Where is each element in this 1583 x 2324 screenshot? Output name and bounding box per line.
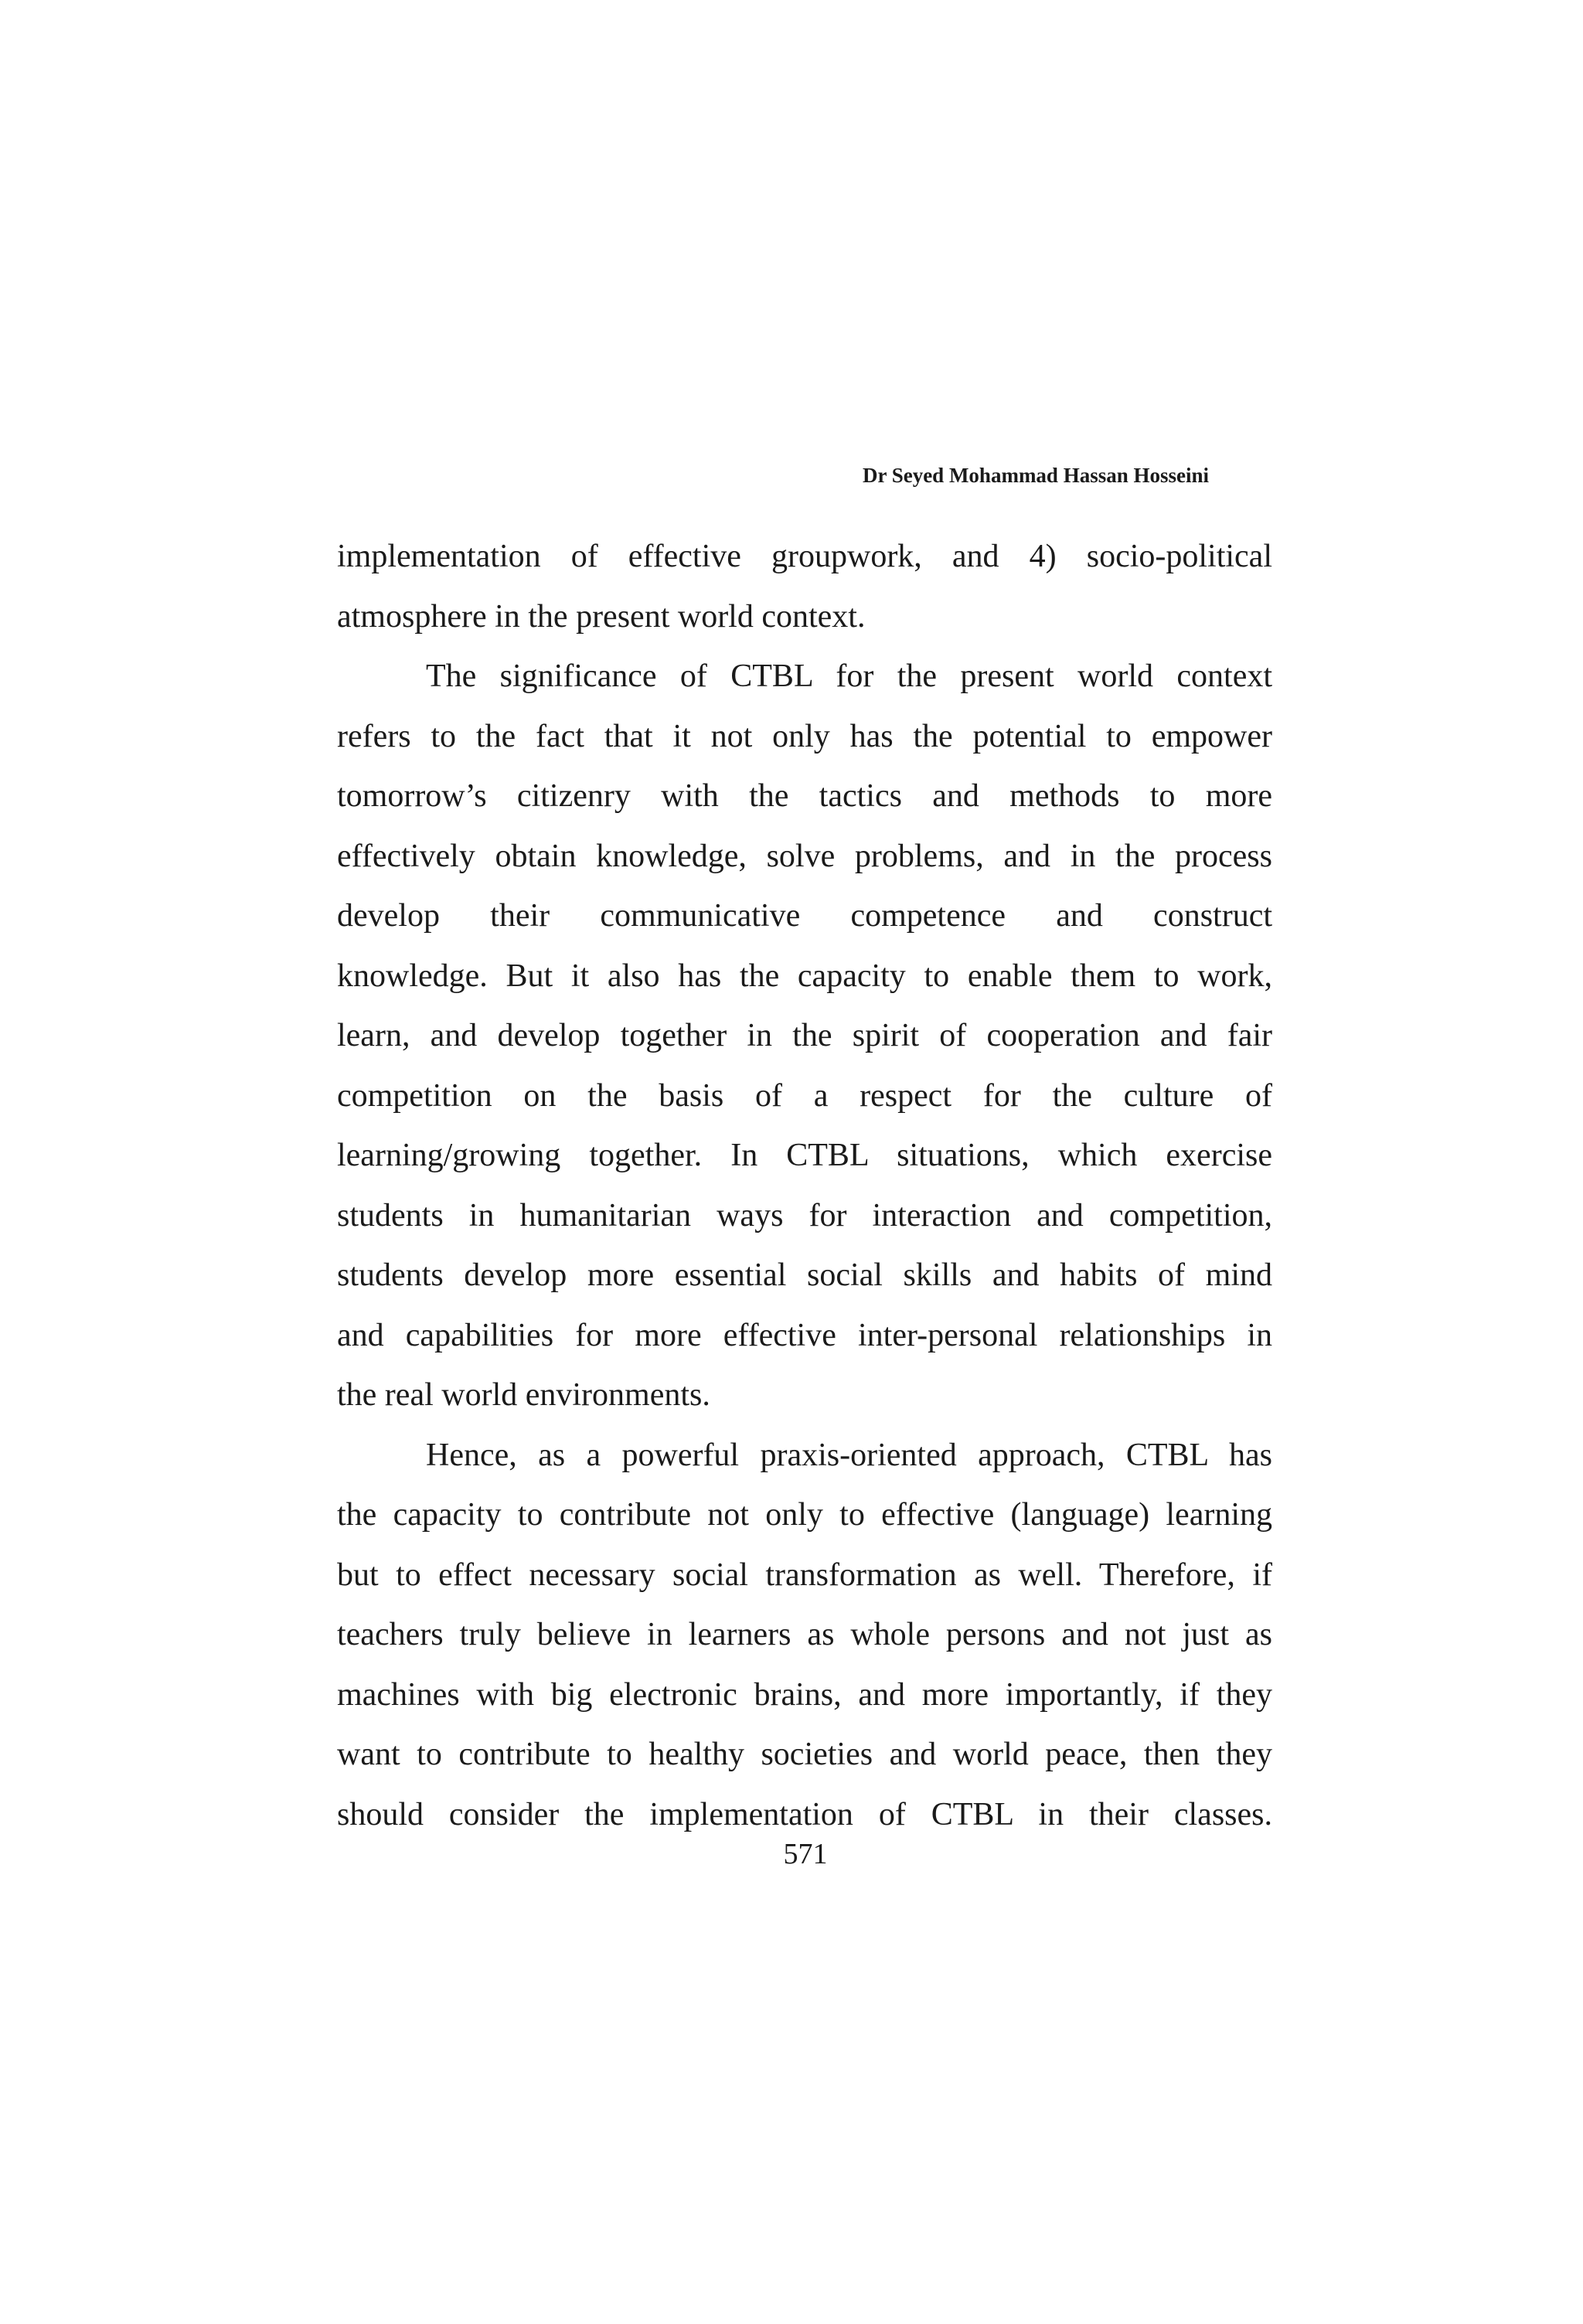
text-line: should consider the implementation of CTBL in their classes. xyxy=(337,1796,1272,1832)
text-line: develop their communicative competence and construct xyxy=(337,898,1272,934)
text-line: competition on the basis of a respect for the culture of xyxy=(337,1077,1272,1114)
text-line: atmosphere in the present world context. xyxy=(337,598,866,635)
page-number: 571 xyxy=(783,1838,828,1870)
text-line: learn, and develop together in the spirit of cooperation and fair xyxy=(337,1018,1272,1053)
text-line: students develop more essential social skills and habits of mind xyxy=(337,1257,1272,1293)
running-header: Dr Seyed Mohammad Hassan Hosseini xyxy=(862,464,1209,487)
text-line: tomorrow’s citizenry with the tactics and methods to more xyxy=(337,778,1272,814)
body-text xyxy=(337,527,1272,1845)
text-line: learning/growing together. In CTBL situations, which exercise xyxy=(337,1138,1272,1173)
text-line: the capacity to contribute not only to effective (language) learning xyxy=(337,1497,1272,1533)
text-line: knowledge. But it also has the capacity to enable them to work, xyxy=(337,958,1272,994)
text-line: and capabilities for more effective inter-personal relationships in xyxy=(337,1317,1272,1353)
text-line: implementation of effective groupwork, and 4) socio-political xyxy=(337,539,1272,574)
text-line: want to contribute to healthy societies and world peace, then they xyxy=(337,1737,1272,1772)
text-line: the real world environments. xyxy=(337,1377,710,1413)
paragraph-first-line: Hence, as a powerful praxis-oriented approach, CTBL has xyxy=(426,1437,1272,1473)
text-line: effectively obtain knowledge, solve problems, and in the process xyxy=(337,838,1272,874)
paragraph-first-line: The significance of CTBL for the present world context xyxy=(426,658,1272,694)
text-line: students in humanitarian ways for interaction and competition, xyxy=(337,1197,1272,1233)
text-line: teachers truly believe in learners as whole persons and not just as xyxy=(337,1617,1272,1652)
text-line: but to effect necessary social transformation as well. Therefore, if xyxy=(337,1557,1272,1593)
text-line: refers to the fact that it not only has the potential to empower xyxy=(337,718,1272,754)
text-line: machines with big electronic brains, and more importantly, if they xyxy=(337,1676,1272,1713)
